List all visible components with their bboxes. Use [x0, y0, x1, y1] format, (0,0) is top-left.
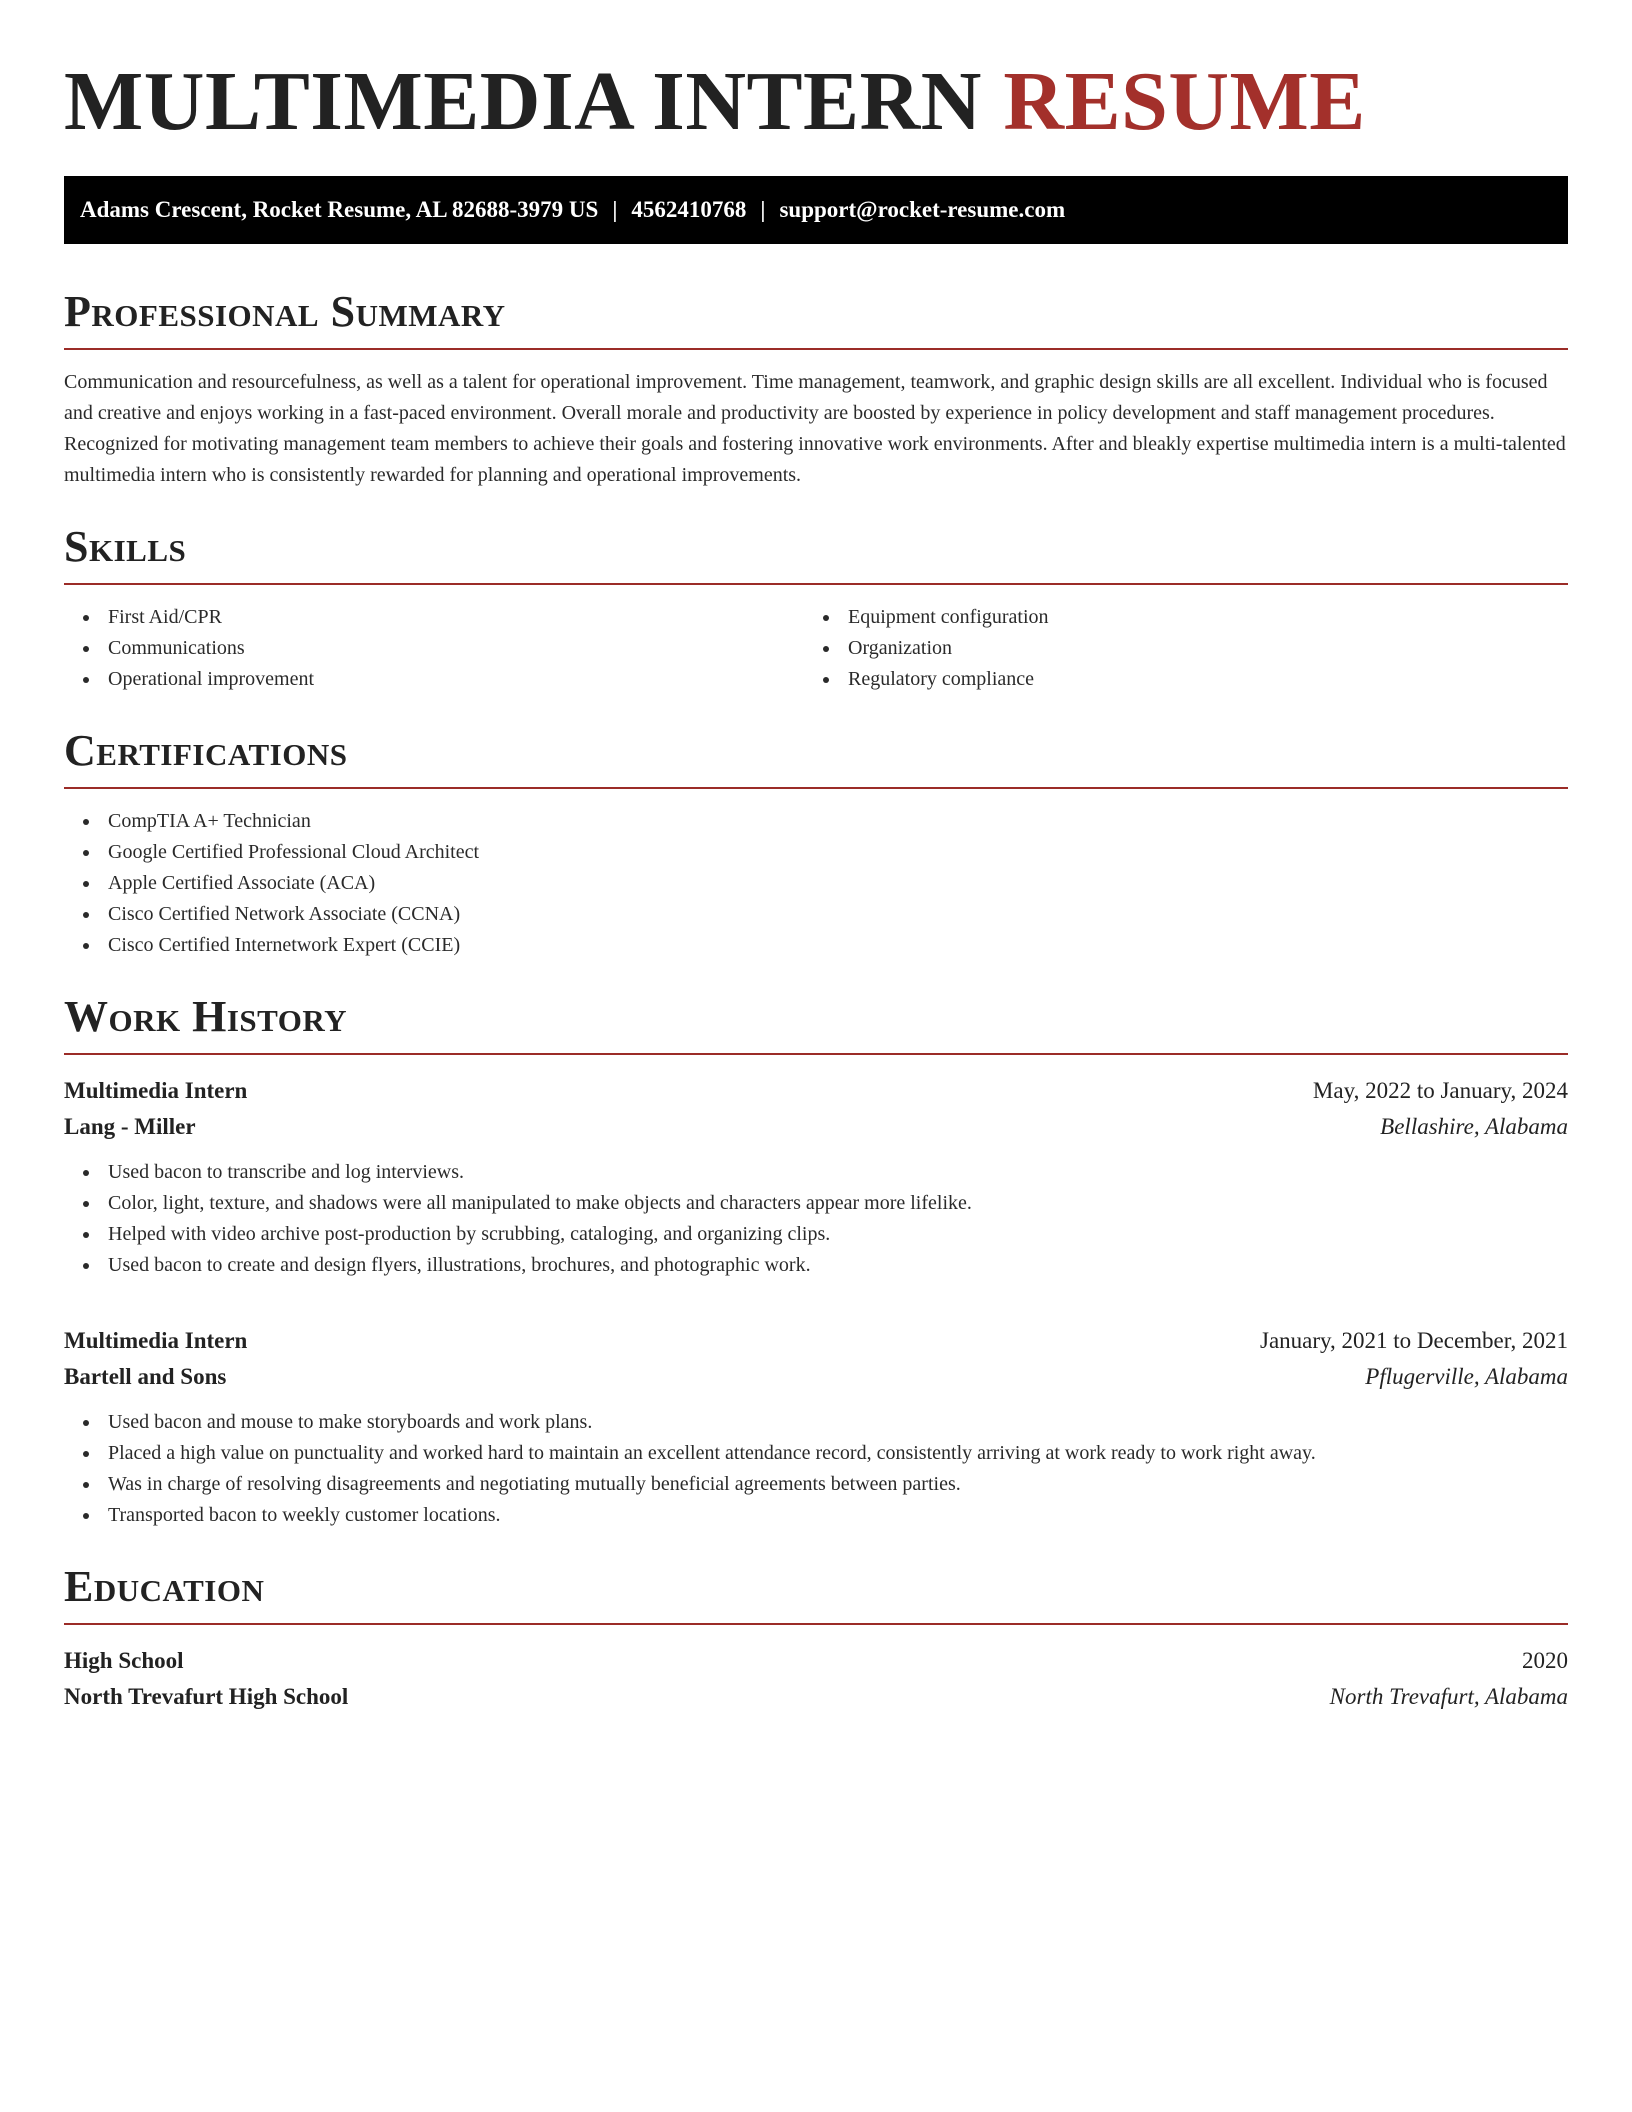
- contact-phone: 4562410768: [631, 197, 747, 222]
- contact-bar: [64, 176, 1568, 244]
- section-heading-education: Education: [64, 1562, 265, 1611]
- job-dates: January, 2021 to December, 2021: [1260, 1328, 1568, 1353]
- section-heading-certifications: Certifications: [64, 726, 348, 775]
- section-divider: [64, 348, 1568, 350]
- job-company: Bartell and Sons: [64, 1364, 227, 1389]
- education-header: [64, 1643, 1568, 1679]
- contact-address: Adams Crescent, Rocket Resume, AL 82688-3979 US: [80, 197, 599, 222]
- resume-page: [64, 0, 1568, 1715]
- job-duty-item: Placed a high value on punctuality and worked hard to maintain an excellent attendance record, consistently arriving at work ready to work right away.: [64, 1438, 1568, 1469]
- job-duty-item: Was in charge of resolving disagreements and negotiating mutually beneficial agreements between parties.: [64, 1469, 1568, 1500]
- job-subheader: [64, 1109, 1568, 1145]
- job-dates: May, 2022 to January, 2024: [1312, 1078, 1568, 1103]
- certification-item: Apple Certified Associate (ACA): [64, 868, 1568, 899]
- job-duty-item: Color, light, texture, and shadows were all manipulated to make objects and characters appear more lifelike.: [64, 1188, 1568, 1219]
- job-duty-item: Used bacon and mouse to make storyboards and work plans.: [64, 1407, 1568, 1438]
- education-section: [64, 1561, 1568, 1715]
- job-location: Pflugerville, Alabama: [1365, 1364, 1568, 1389]
- contact-separator: |: [612, 197, 618, 222]
- education-location: North Trevafurt, Alabama: [1329, 1684, 1568, 1709]
- certification-item: Cisco Certified Network Associate (CCNA): [64, 899, 1568, 930]
- education-entry: [64, 1643, 1568, 1715]
- certifications-list: [64, 806, 1568, 961]
- skill-item: First Aid/CPR: [64, 602, 804, 633]
- resume-title: [64, 0, 1568, 152]
- job-duty-item: Used bacon to create and design flyers, illustrations, brochures, and photographic work.: [64, 1250, 1568, 1281]
- section-divider: [64, 1623, 1568, 1625]
- education-school: North Trevafurt High School: [64, 1684, 349, 1709]
- work-history-section: [64, 991, 1568, 1531]
- title-accent: RESUME: [1003, 55, 1366, 148]
- job-subheader: [64, 1359, 1568, 1395]
- skill-item: Equipment configuration: [804, 602, 1544, 633]
- education-subheader: [64, 1679, 1568, 1715]
- skill-item: Organization: [804, 633, 1544, 664]
- certifications-section: [64, 725, 1568, 961]
- job-location: Bellashire, Alabama: [1380, 1114, 1568, 1139]
- section-heading-skills: Skills: [64, 522, 187, 571]
- job-entry: [64, 1323, 1568, 1531]
- job-header: [64, 1073, 1568, 1109]
- certification-item: Cisco Certified Internetwork Expert (CCIE): [64, 930, 1568, 961]
- contact-separator: |: [760, 197, 766, 222]
- skills-grid: [64, 585, 1568, 695]
- summary-text: Communication and resourcefulness, as well as a talent for operational improvement. Time management, teamwork, and graphic design skills are all excellent. Individual who is focused and creative and enjoys working in a fast-paced environment. Overall morale and productivity are boosted by experience in policy development and staff management procedures. Recognized for motivating management team members to achieve their goals and fostering innovative work environments. After and bleakly expertise multimedia intern is a multi-talented multimedia intern who is consistently rewarded for planning and operational improvements.: [64, 371, 1566, 486]
- job-title: Multimedia Intern: [64, 1078, 248, 1103]
- skills-section: [64, 521, 1568, 695]
- summary-section: [64, 286, 1568, 491]
- job-duties-list: [64, 1157, 1568, 1281]
- certification-item: Google Certified Professional Cloud Architect: [64, 837, 1568, 868]
- job-duty-item: Helped with video archive post-production by scrubbing, cataloging, and organizing clips.: [64, 1219, 1568, 1250]
- education-year: 2020: [1522, 1648, 1568, 1673]
- job-duties-list: [64, 1407, 1568, 1531]
- certification-item: CompTIA A+ Technician: [64, 806, 1568, 837]
- job-header: [64, 1323, 1568, 1359]
- job-entry: [64, 1073, 1568, 1281]
- section-heading-work: Work History: [64, 992, 348, 1041]
- contact-email: support@rocket-resume.com: [779, 197, 1066, 222]
- skill-item: Communications: [64, 633, 804, 664]
- section-divider: [64, 787, 1568, 789]
- job-title: Multimedia Intern: [64, 1328, 248, 1353]
- skills-list-right: [804, 602, 1544, 695]
- skill-item: Regulatory compliance: [804, 664, 1544, 695]
- skills-list-left: [64, 602, 804, 695]
- section-divider: [64, 1053, 1568, 1055]
- job-duty-item: Used bacon to transcribe and log interviews.: [64, 1157, 1568, 1188]
- title-main: MULTIMEDIA INTERN: [64, 55, 982, 148]
- skill-item: Operational improvement: [64, 664, 804, 695]
- job-duty-item: Transported bacon to weekly customer locations.: [64, 1500, 1568, 1531]
- section-heading-summary: Professional Summary: [64, 287, 506, 336]
- job-company: Lang - Miller: [64, 1114, 196, 1139]
- education-degree: High School: [64, 1648, 184, 1673]
